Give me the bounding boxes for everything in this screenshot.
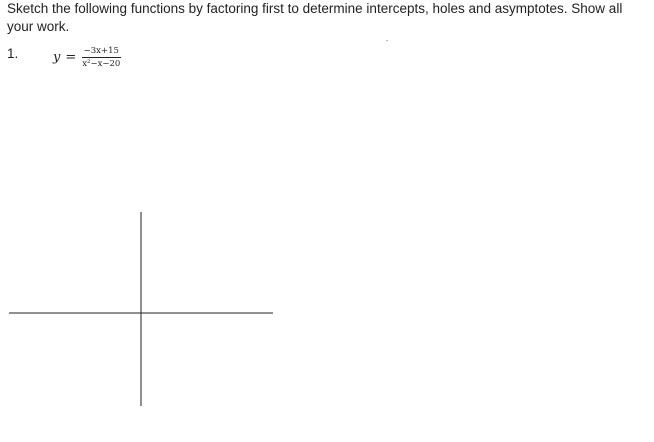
equation-lhs: y: [53, 49, 61, 65]
instructions-text: Sketch the following functions by factoring first to determine intercepts, holes and asymptotes. Show all your work.: [7, 1, 623, 34]
function-equation: [53, 40, 122, 74]
fraction-numerator: −3x+15: [83, 45, 119, 56]
rational-fraction: [80, 46, 122, 69]
fraction-denominator: x²−x−20: [82, 58, 121, 69]
problem-number: 1.: [7, 46, 19, 61]
equals-sign: =: [65, 49, 77, 65]
stray-mark: [386, 40, 388, 41]
